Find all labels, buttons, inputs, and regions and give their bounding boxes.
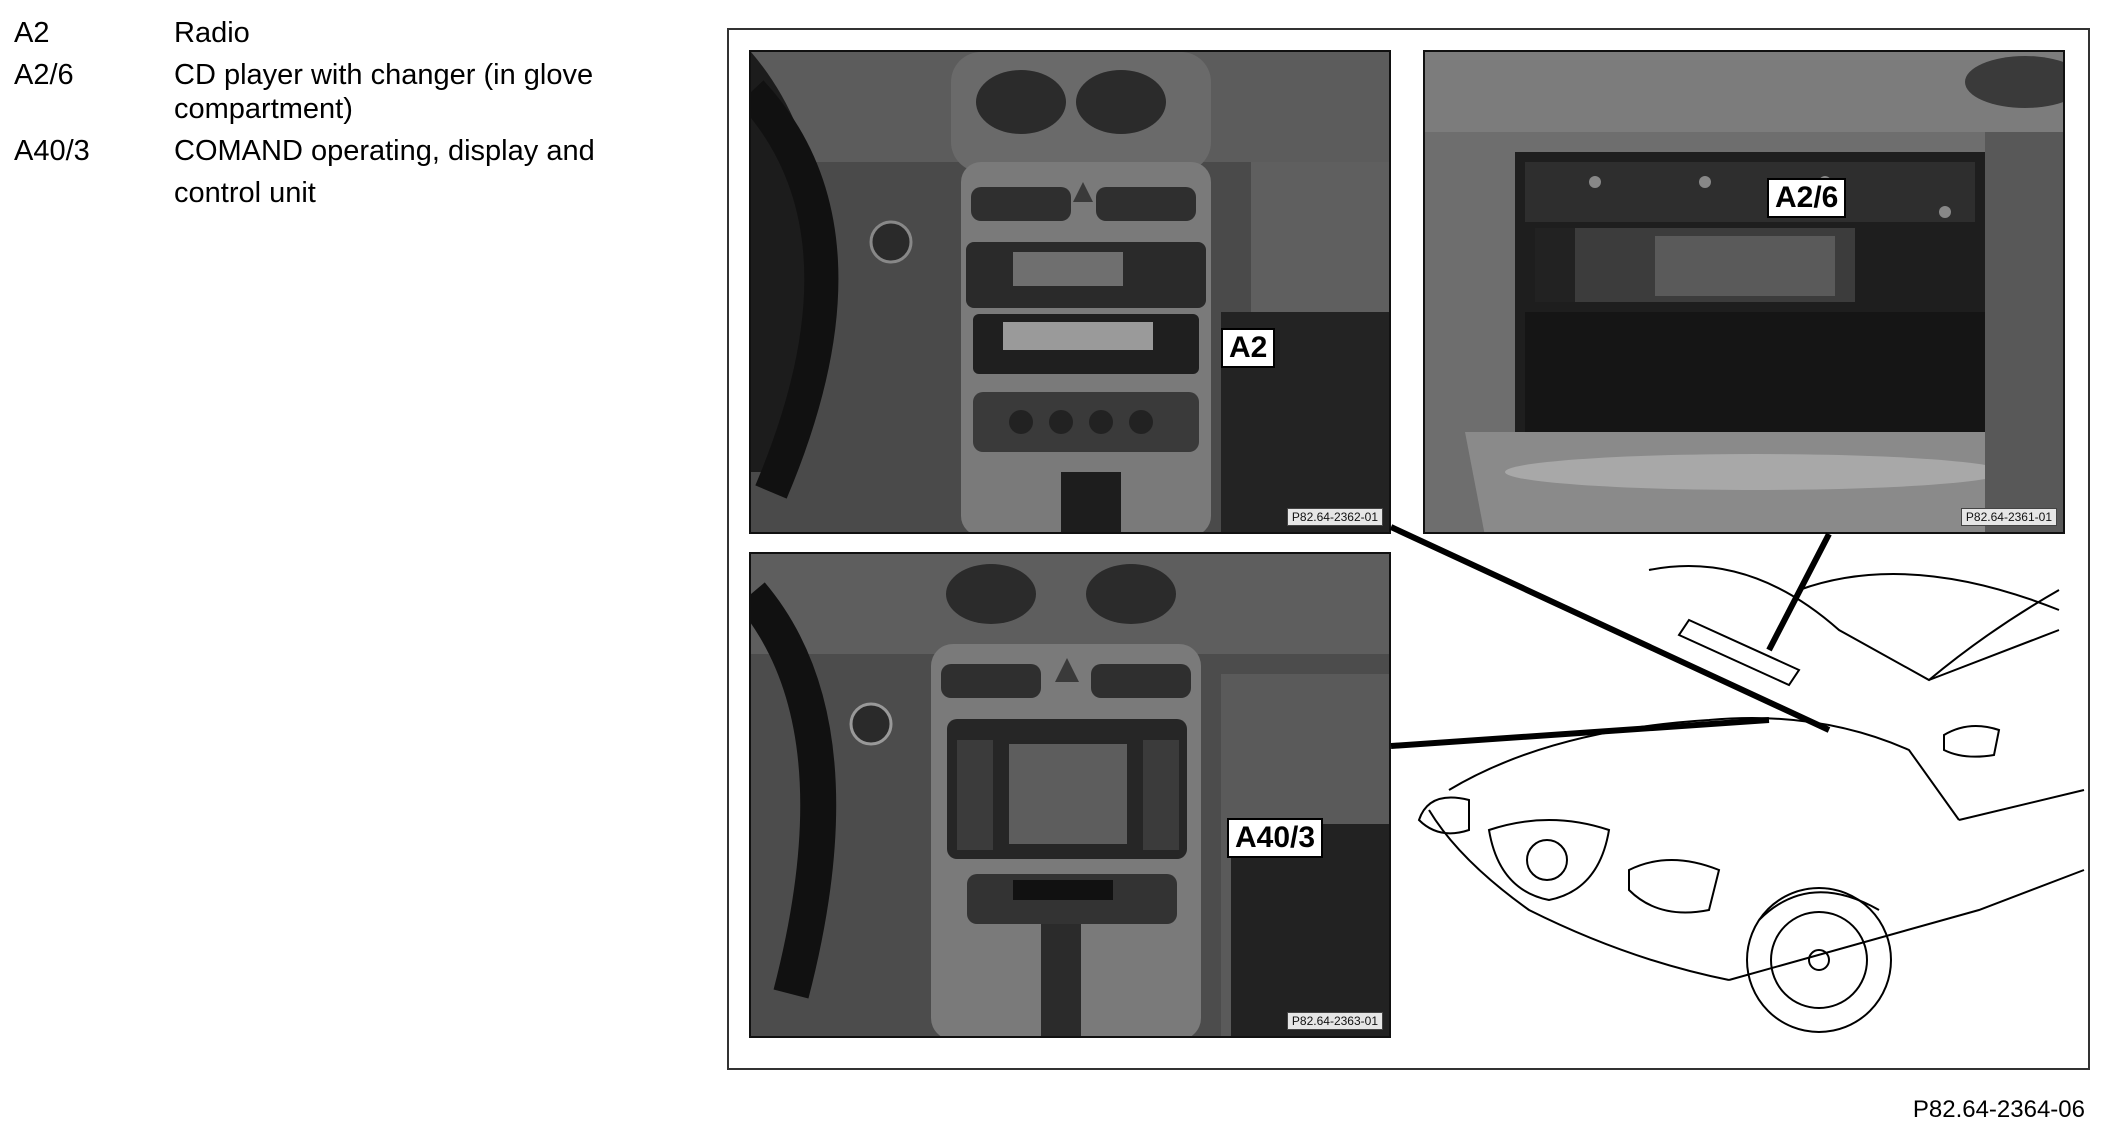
photo-comand-unit	[749, 552, 1391, 1038]
photo-reference: P82.64-2361-01	[1961, 508, 2057, 526]
photo-reference: P82.64-2363-01	[1287, 1012, 1383, 1030]
dashboard-comand-illustration	[751, 554, 1391, 1038]
callout-label: A2	[1221, 328, 1275, 368]
legend-code: A40/3	[14, 135, 90, 167]
callout-label: A40/3	[1227, 818, 1323, 858]
callout-label: A2/6	[1767, 178, 1846, 218]
legend-code: A2	[14, 17, 50, 49]
legend	[14, 16, 654, 222]
photo-glove-compartment	[1423, 50, 2065, 534]
legend-row	[14, 134, 654, 214]
legend-description: Radio	[174, 17, 250, 49]
photo-reference: P82.64-2362-01	[1287, 508, 1383, 526]
dashboard-radio-illustration	[751, 52, 1391, 534]
legend-description: CD player with changer (in glove compartment)	[174, 59, 594, 125]
legend-row	[14, 16, 654, 50]
photo-radio	[749, 50, 1391, 534]
legend-row	[14, 58, 654, 126]
legend-code: A2/6	[14, 59, 74, 91]
figure-reference: P82.64-2364-06	[1912, 1096, 2085, 1123]
legend-description: COMAND operating, display and control unit	[174, 135, 595, 209]
figure-frame	[727, 28, 2090, 1070]
glove-compartment-illustration	[1425, 52, 2065, 534]
